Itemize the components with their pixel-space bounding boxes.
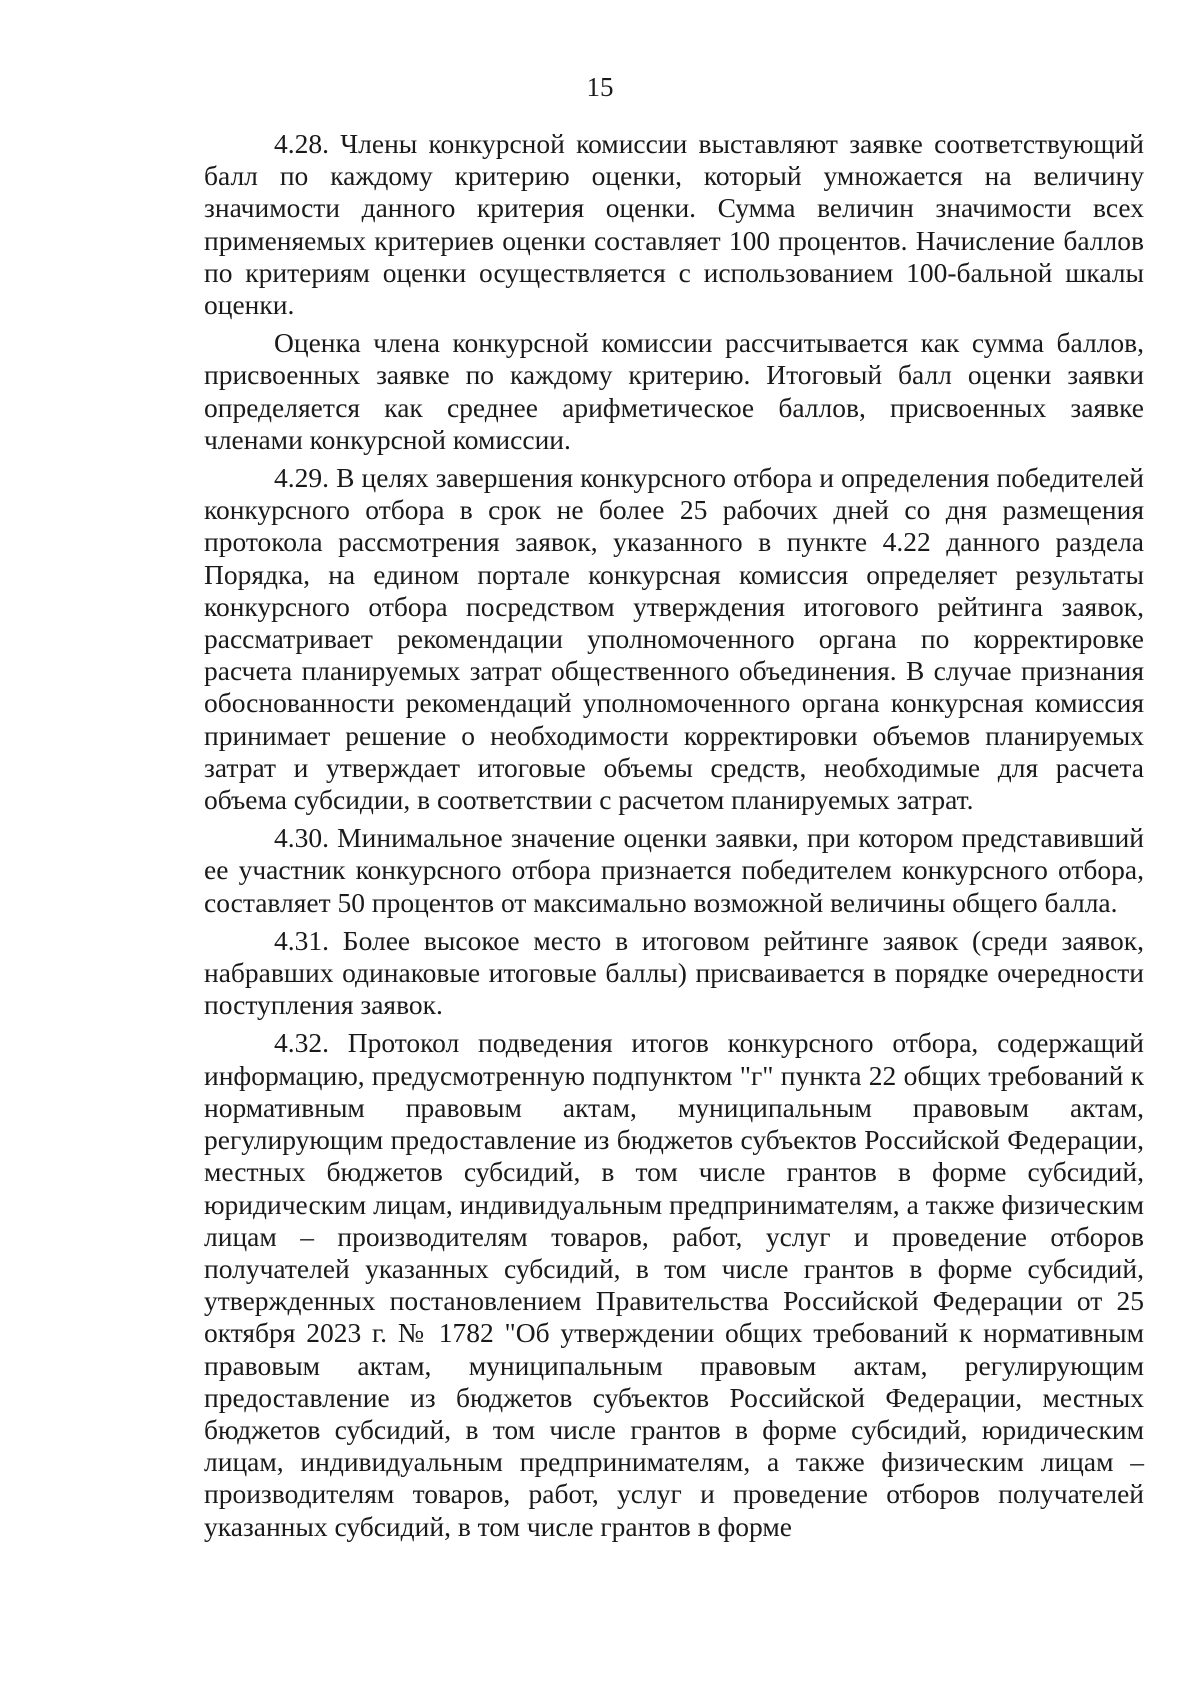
paragraph-4-30: 4.30. Минимальное значение оценки заявки, при котором представивший ее участник конкурсного отбора признается победителем конкурсного отбора, составляет 50 процентов от максимально возможной величины общего балла. <box>204 822 1144 918</box>
paragraph-4-28: 4.28. Члены конкурсной комиссии выставляют заявке соответствующий балл по каждому критерию оценки, который умножается на величину значимости данного критерия оценки. Сумма величин значимости всех применяемых критериев оценки составляет 100 процентов. Начисление баллов по критериям оценки осуществляется с использованием 100-бальной шкалы оценки. <box>204 128 1144 321</box>
document-body <box>204 128 1144 1543</box>
page-number: 15 <box>586 72 614 102</box>
paragraph-4-31: 4.31. Более высокое место в итоговом рейтинге заявок (среди заявок, набравших одинаковые итоговые баллы) присваивается в порядке очередности поступления заявок. <box>204 924 1144 1021</box>
paragraph-4-32: 4.32. Протокол подведения итогов конкурсного отбора, содержащий информацию, предусмотренную подпунктом "г" пункта 22 общих требований к нормативным правовым актам, муниципальным правовым актам, регулирующим предоставление из бюджетов субъектов Российской Федерации, местных бюджетов субсидий, в том числе грантов в форме субсидий, юридическим лицам, индивидуальным предпринимателям, а также физическим лицам – производителям товаров, работ, услуг и проведение отборов получателей указанных субсидий, в том числе грантов в форме субсидий, утвержденных постановлением Правительства Российской Федерации от 25 октября 2023 г. № 1782 "Об утверждении общих требований к нормативным правовым актам, муниципальным правовым актам, регулирующим предоставление из бюджетов субъектов Российской Федерации, местных бюджетов субсидий, в том числе грантов в форме субсидий, юридическим лицам, индивидуальным предпринимателям, а также физическим лицам – производителям товаров, работ, услуг и проведение отборов получателей указанных субсидий, в том числе грантов в форме <box>204 1027 1144 1542</box>
paragraph-evaluation-score: Оценка члена конкурсной комиссии рассчитывается как сумма баллов, присвоенных заявке по каждому критерию. Итоговый балл оценки заявки определяется как среднее арифметическое баллов, присвоенных заявке членами конкурсной комиссии. <box>204 327 1144 455</box>
paragraph-4-29: 4.29. В целях завершения конкурсного отбора и определения победителей конкурсного отбора в срок не более 25 рабочих дней со дня размещения протокола рассмотрения заявок, указанного в пункте 4.22 данного раздела Порядка, на едином портале конкурсная комиссия определяет результаты конкурсного отбора посредством утверждения итогового рейтинга заявок, рассматривает рекомендации уполномоченного органа по корректировке расчета планируемых затрат общественного объединения. В случае признания обоснованности рекомендаций уполномоченного органа конкурсная комиссия принимает решение о необходимости корректировки объемов планируемых затрат и утверждает итоговые объемы средств, необходимые для расчета объема субсидии, в соответствии с расчетом планируемых затрат. <box>204 462 1144 816</box>
